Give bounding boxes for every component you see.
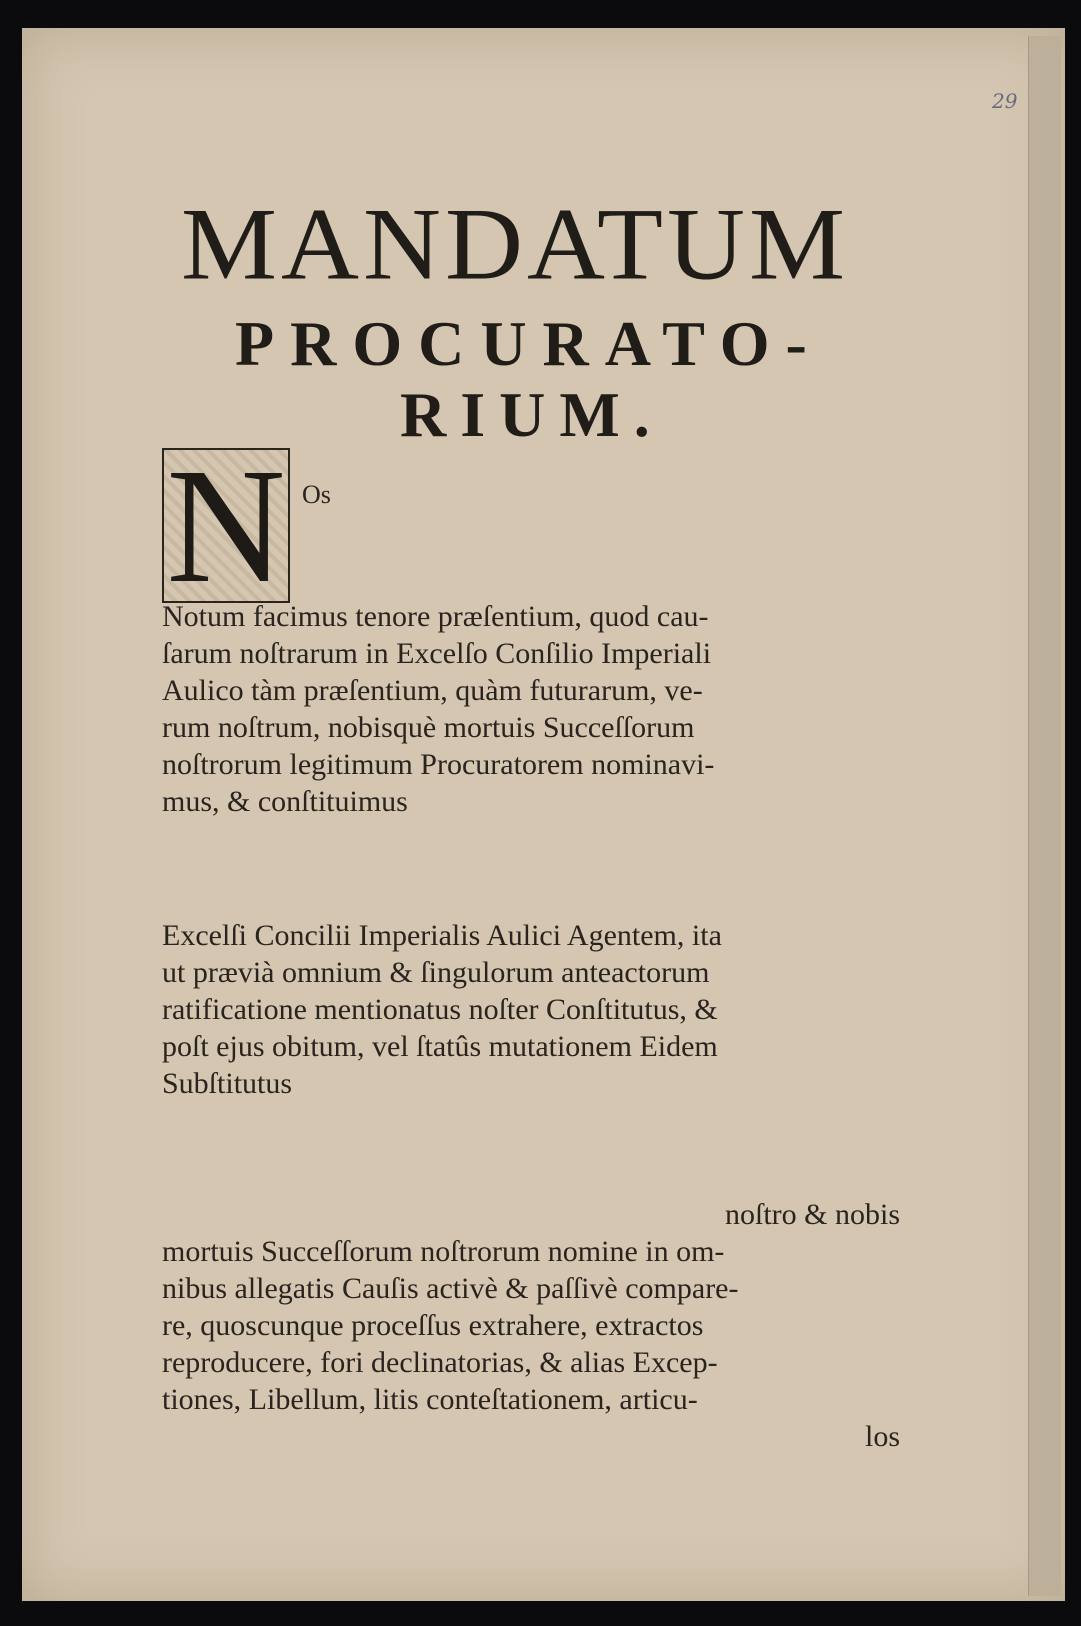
text-line: tiones, Libellum, litis conteſtationem, articu- <box>162 1383 698 1416</box>
text-line: Excelſi Concilii Imperialis Aulici Agentem, ita <box>162 919 722 952</box>
text-line: Aulico tàm præſentium, quàm futurarum, ve- <box>162 674 703 707</box>
text-line: mus, & conſtituimus <box>162 785 408 818</box>
paragraph-1 <box>162 598 900 820</box>
dropcap-initial: N <box>162 448 290 603</box>
text-line: rum noſtrum, nobisquè mortuis Succeſſorum <box>162 711 695 744</box>
text-line: ratificatione mentionatus noſter Conſtitutus, & <box>162 993 718 1026</box>
text-line: ſarum noſtrarum in Excelſo Conſilio Imperiali <box>162 637 712 670</box>
title-line-2: PROCURATO- <box>235 308 823 379</box>
text-line: re, quoscunque proceſſus extrahere, extractos <box>162 1309 704 1342</box>
text-line: reproducere, fori declinatorias, & alias Excep- <box>162 1346 718 1379</box>
text-line: nibus allegatis Cauſis activè & paſſivè compare- <box>162 1272 739 1305</box>
paragraph-2 <box>162 917 900 1102</box>
text-line: los <box>864 1420 900 1453</box>
text-line: noſtro & nobis <box>724 1198 900 1231</box>
text-line: Subſtitutus <box>162 1067 293 1100</box>
text-line: mortuis Succeſſorum noſtrorum nomine in om- <box>162 1235 725 1268</box>
folio-number: 29 <box>992 89 1018 113</box>
title-line-3: RIUM. <box>400 379 664 450</box>
title-line-1: MANDATUM <box>180 188 850 302</box>
text-line: noſtrorum legitimum Procuratorem nominavi- <box>162 748 715 781</box>
text-line: ut prævià omnium & ſingulorum anteactorum <box>162 956 710 989</box>
paragraph-3 <box>162 1196 900 1455</box>
text-line: poſt ejus obitum, vel ſtatûs mutationem Eidem <box>162 1030 718 1063</box>
paper-edge <box>1028 36 1061 1596</box>
dropcap-rest: Os <box>302 480 331 509</box>
text-line: Notum facimus tenore præſentium, quod cau- <box>162 600 709 633</box>
